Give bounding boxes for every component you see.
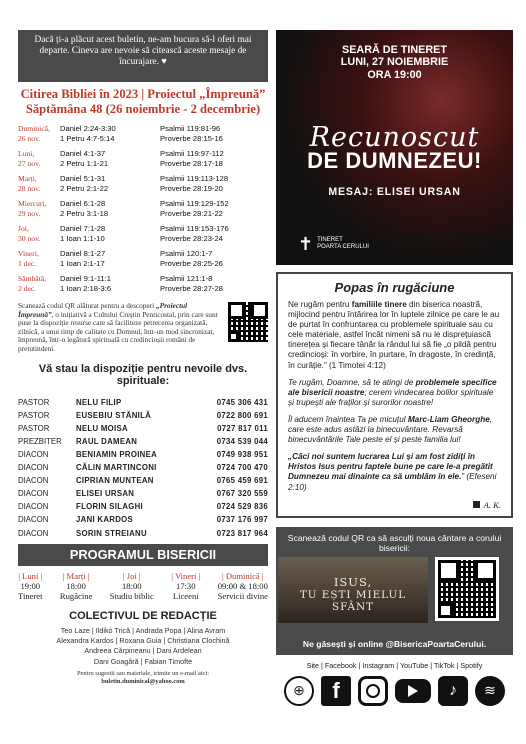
plan-old-new-testament: Daniel 7:1-28 1 Ioan 1:1-10	[60, 224, 106, 243]
staff-row	[18, 422, 268, 435]
staff-name: CĂLIN MARTINCONI	[76, 463, 157, 473]
editorial-line: Dani Goagără | Fabian Timofte	[93, 656, 193, 666]
staff-row	[18, 527, 268, 540]
prayer-paragraph-1: Ne rugăm pentru familiile tinere din biserica noastră, mijlocind pentru întărirea lor în luptele zilnice pe care le au de purtat în confruntarea cu problemele spirituale sau cu cele materiale, astfel încât nimeni să nu le disprețuiască tinerețea și fiecare tânăr la rândul lui să fie „o pildă pentru credincioși: în vorbire, în purtare, în dragoste, în credință, în curăție.” (1 Timotei 4:12)	[288, 300, 500, 370]
plan-day: Miercuri, 29 nov.	[18, 199, 47, 218]
program-title: PROGRAMUL BISERICII	[18, 544, 268, 566]
plan-old-new-testament: Daniel 5:1-31 2 Petru 2:1-22	[60, 174, 109, 193]
staff-name: NELU MOISA	[76, 423, 128, 433]
plan-old-new-testament: Daniel 9:1-11:1 1 Ioan 2:18-3:6	[60, 274, 112, 293]
staff-role: DIACON	[18, 515, 49, 525]
reading-plan-row	[18, 199, 268, 224]
poster-big-title: DE DUMNEZEU!	[307, 148, 482, 173]
staff-row	[18, 487, 268, 500]
staff-role: DIACON	[18, 502, 49, 512]
globe-icon[interactable]: ⊕	[284, 676, 314, 706]
tineret-logo: ✝ TINERET POARTA CERULUI	[298, 234, 369, 254]
prayer-title: Popas în rugăciune	[334, 280, 455, 295]
plan-psalms-proverbs: Psalmii 119:81-96 Proverbe 28:15-16	[160, 124, 223, 143]
staff-role: PASTOR	[18, 423, 50, 433]
plan-psalms-proverbs: Psalmii 119:97-112 Proverbe 28:17-18	[160, 149, 224, 168]
plan-day: Joi, 30 nov.	[18, 224, 41, 243]
project-qr-row	[18, 302, 268, 354]
social-icons	[276, 676, 513, 706]
staff-name: ELISEI URSAN	[76, 489, 135, 499]
staff-name: EUSEBIU STĂNILĂ	[76, 410, 152, 420]
staff-row	[18, 448, 268, 461]
staff-row	[18, 474, 268, 487]
prayer-signature: A. K.	[473, 500, 501, 510]
staff-role: DIACON	[18, 528, 49, 538]
instagram-icon[interactable]	[358, 676, 388, 706]
reading-plan-row	[18, 174, 268, 199]
tiktok-icon[interactable]: ♪	[438, 676, 468, 706]
staff-role: PASTOR	[18, 410, 50, 420]
event-poster	[276, 30, 513, 265]
program-item: | Duminică | 09:00 & 18:00 Servicii divine	[217, 570, 268, 601]
right-column	[276, 30, 513, 706]
staff-role: PASTOR	[18, 397, 50, 407]
choir-qr-text: Scanează codul QR ca să asculți noua cântare a corului bisericii:	[287, 533, 502, 554]
staff-name: FLORIN SILAGHI	[76, 502, 144, 512]
staff-name: BENIAMIN PROINEA	[76, 449, 158, 459]
choir-qr-code[interactable]	[435, 557, 499, 621]
staff-phone[interactable]: 0734 539 044	[216, 436, 268, 446]
reading-plan-row	[18, 224, 268, 249]
staff-phone[interactable]: 0745 306 431	[216, 397, 268, 407]
editorial-title: COLECTIVUL DE REDACȚIE	[69, 609, 217, 622]
intro-text: Dacă ți-a plăcut acest buletin, ne-am bucura să-l oferi mai departe. Cineva are nevoie să citească aceste mesaje de încurajare. ♥	[34, 35, 252, 67]
staff-name: SORIN STREIANU	[76, 528, 147, 538]
staff-phone[interactable]: 0767 320 559	[216, 489, 268, 499]
square-icon	[473, 501, 480, 508]
staff-role: DIACON	[18, 463, 49, 473]
editorial-line: Andreea Cărpineanu | Dani Ardelean	[84, 646, 202, 656]
plan-psalms-proverbs: Psalmii 120:1-7 Proverbe 28:25-26	[160, 249, 223, 268]
staff-phone[interactable]: 0765 459 691	[216, 476, 268, 486]
poster-script-title: Recunoscut	[309, 122, 480, 153]
song-thumbnail[interactable]: ISUS, TU EȘTI MIELUL SFÂNT	[278, 557, 428, 623]
plan-old-new-testament: Daniel 2:24-3:30 1 Petru 4:7-5:14	[60, 124, 116, 143]
youtube-icon[interactable]	[395, 679, 431, 703]
editorial-line: Alexandra Kardos | Roxana Guia | Christiana Clochină	[56, 636, 230, 645]
plan-psalms-proverbs: Psalmii 119:129-152 Proverbe 28:21-22	[160, 199, 229, 218]
plan-day: Marți, 28 nov.	[18, 174, 41, 193]
plan-old-new-testament: Daniel 4:1-37 2 Petru 1:1-21	[60, 149, 109, 168]
facebook-icon[interactable]: f	[321, 676, 351, 706]
prayer-quote: „Căci noi suntem lucrarea Lui și am fost zidiți în Hristos Isus pentru faptele bune pe care le-a pregătit Dumnezeu mai dinainte ca să umblăm în ele.” (Efeseni 2:10)	[288, 452, 497, 492]
program-item: | Marți | 18:00 Rugăcine	[59, 570, 93, 601]
staff-role: DIACON	[18, 476, 49, 486]
choir-qr-box	[276, 527, 513, 655]
program-row	[18, 571, 268, 601]
plan-psalms-proverbs: Psalmii 121:1-8 Proverbe 28:27-28	[160, 274, 223, 293]
staff-role: DIACON	[18, 449, 49, 459]
prayer-box	[276, 272, 513, 518]
reading-plan-table	[18, 124, 268, 299]
availability-heading: Vă stau la dispoziție pentru nevoile dvs. spirituale:	[38, 362, 248, 387]
staff-name: JANI KARDOS	[76, 515, 134, 525]
staff-phone[interactable]: 0723 817 964	[216, 528, 268, 538]
program-item: | Luni | 19:00 Tineret	[18, 570, 43, 601]
staff-row	[18, 435, 268, 448]
plan-day: Luni, 27 nov.	[18, 149, 41, 168]
staff-name: CIPRIAN MUNTEAN	[76, 476, 154, 486]
left-column	[18, 30, 268, 685]
editorial-line: Teo Laze | Ildikó Trică | Andrada Popa | Alina Avram	[60, 625, 226, 635]
editorial-names	[18, 626, 268, 668]
staff-phone[interactable]: 0724 700 470	[216, 463, 268, 473]
poster-header: SEARĂ DE TINERET LUNI, 27 NOIEMBRIE ORA 19:00	[340, 44, 449, 81]
prayer-paragraph-2: Te rugăm, Doamne, să te atingi de problemele specifice ale bisericii noastre; cerem vindecarea bolilor spirituale și trupești ale fraților și surorilor noastre!	[288, 377, 497, 407]
reading-plan-row	[18, 124, 268, 149]
staff-table	[18, 396, 268, 540]
plan-old-new-testament: Daniel 8:1-27 1 Ioan 2:1-17	[60, 249, 106, 268]
project-qr-code[interactable]	[228, 302, 268, 342]
plan-old-new-testament: Daniel 6:1-28 2 Petru 3:1-18	[60, 199, 109, 218]
cross-icon: ✝	[298, 234, 314, 254]
plan-psalms-proverbs: Psalmii 119:113-128 Proverbe 28:19-20	[160, 174, 229, 193]
prayer-paragraph-3: Îl aducem înaintea Ta pe micuțul Marc-Liam Gheorghe, care este adus astăzi la binecuvântare. Revarsă binecuvântările Tale peste el și peste familia lui!	[288, 414, 493, 445]
staff-row	[18, 409, 268, 422]
week-title: Săptămâna 48 (26 noiembrie - 2 decembrie)	[25, 102, 261, 116]
reading-plan-row	[18, 274, 268, 299]
reading-plan-row	[18, 249, 268, 274]
plan-day: Vineri, 1 dec.	[18, 249, 39, 268]
social-links-text: Site | Facebook | Instagram | YouTube | TikTok | Spotify	[306, 661, 483, 670]
staff-phone[interactable]: 0722 800 691	[216, 410, 268, 420]
program-item: | Vineri | 17:30 Liceeni	[171, 570, 201, 601]
staff-row	[18, 500, 268, 513]
staff-row	[18, 396, 268, 409]
plan-psalms-proverbs: Psalmii 119:153-176 Proverbe 28:23-24	[160, 224, 229, 243]
reading-plan-row	[18, 149, 268, 174]
plan-day: Sâmbătă, 2 dec.	[18, 274, 47, 293]
project-qr-text: Scanează codul QR alăturat pentru a descoperi „Proiectul Împreună”, o inițiativă a Cultului Creștin Penticostal, prin care sunt puse la dispoziție resurse care să faciliteze petrecerea organizată, zilnică, a unui timp de calitate cu Domnul, într-un mod sincronizat, împreună, într-o legătură spirituală cu credincioșii români de pretutindeni.	[18, 301, 218, 353]
footer-email[interactable]: buletin.duminical@yahoo.com	[101, 677, 185, 685]
staff-role: DIACON	[18, 489, 49, 499]
staff-row	[18, 513, 268, 526]
poster-message: MESAJ: ELISEI URSAN	[328, 186, 461, 198]
staff-phone[interactable]: 0724 529 836	[216, 502, 268, 512]
staff-phone[interactable]: 0727 817 011	[217, 423, 268, 433]
online-handle: Ne găsești și online @BisericaPoartaCerului.	[302, 639, 487, 649]
spotify-icon[interactable]: ≋	[475, 676, 505, 706]
plan-day: Duminică, 26 nov.	[18, 124, 50, 143]
staff-role: PREZBITER	[18, 436, 62, 446]
staff-phone[interactable]: 0749 938 951	[216, 449, 268, 459]
footer-note: Pentru sugestii sau materiale, trimite un e-mail aici: buletin.duminical@yahoo.com	[18, 670, 268, 685]
bible-reading-title: Citirea Bibliei în 2023 | Proiectul „Împreună”	[20, 87, 266, 101]
program-item: | Joi | 18:00 Studiu biblic	[109, 570, 154, 601]
intro-box	[18, 30, 268, 82]
staff-phone[interactable]: 0737 176 997	[216, 515, 268, 525]
staff-row	[18, 461, 268, 474]
staff-name: RAUL DAMEAN	[76, 436, 138, 446]
staff-name: NELU FILIP	[76, 397, 122, 407]
